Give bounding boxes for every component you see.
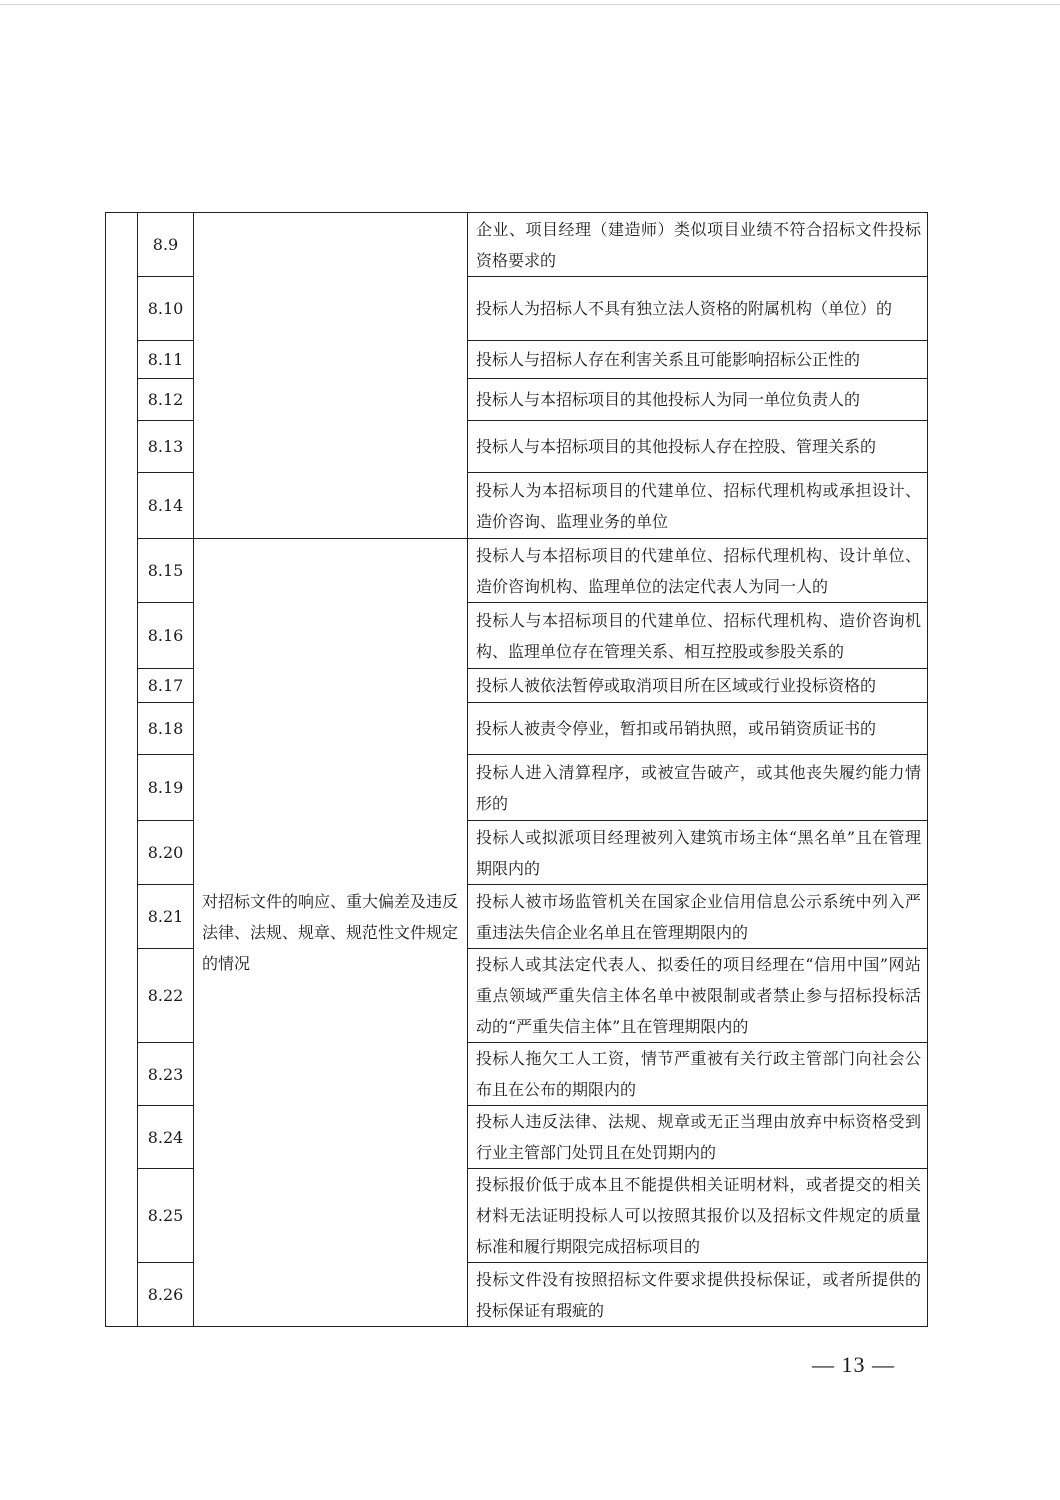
row-description: 企业、项目经理（建造师）类似项目业绩不符合招标文件投标资格要求的 bbox=[468, 213, 928, 277]
row-number: 8.9 bbox=[138, 213, 194, 277]
outer-column-cell bbox=[106, 213, 138, 1327]
row-description: 投标人与本招标项目的代建单位、招标代理机构、设计单位、造价咨询机构、监理单位的法定代表人为同一人的 bbox=[468, 539, 928, 603]
top-rule bbox=[0, 4, 1060, 5]
row-description: 投标人或其法定代表人、拟委任的项目经理在“信用中国”网站重点领域严重失信主体名单中被限制或者禁止参与招标投标活动的“严重失信主体”且在管理期限内的 bbox=[468, 949, 928, 1043]
row-number: 8.23 bbox=[138, 1043, 194, 1106]
row-number: 8.12 bbox=[138, 379, 194, 421]
table-row bbox=[106, 213, 928, 277]
row-number: 8.21 bbox=[138, 885, 194, 949]
row-number: 8.19 bbox=[138, 755, 194, 821]
row-number: 8.15 bbox=[138, 539, 194, 603]
row-description: 投标人为招标人不具有独立法人资格的附属机构（单位）的 bbox=[468, 277, 928, 341]
criteria-table bbox=[105, 212, 928, 1327]
row-number: 8.18 bbox=[138, 703, 194, 755]
row-number: 8.11 bbox=[138, 341, 194, 379]
category-cell-upper bbox=[194, 213, 468, 539]
row-number: 8.24 bbox=[138, 1106, 194, 1169]
row-number: 8.26 bbox=[138, 1263, 194, 1327]
row-description: 投标人进入清算程序，或被宣告破产，或其他丧失履约能力情形的 bbox=[468, 755, 928, 821]
row-number: 8.25 bbox=[138, 1169, 194, 1263]
row-number: 8.13 bbox=[138, 421, 194, 473]
row-number: 8.22 bbox=[138, 949, 194, 1043]
table-row bbox=[106, 539, 928, 603]
row-description: 投标人与本招标项目的其他投标人为同一单位负责人的 bbox=[468, 379, 928, 421]
row-description: 投标人被责令停业，暂扣或吊销执照，或吊销资质证书的 bbox=[468, 703, 928, 755]
row-description: 投标报价低于成本且不能提供相关证明材料，或者提交的相关材料无法证明投标人可以按照其报价以及招标文件规定的质量标准和履行期限完成招标项目的 bbox=[468, 1169, 928, 1263]
category-cell-lower: 对招标文件的响应、重大偏差及违反法律、法规、规章、规范性文件规定的情况 bbox=[194, 539, 468, 1327]
row-number: 8.17 bbox=[138, 669, 194, 703]
row-description: 投标人拖欠工人工资，情节严重被有关行政主管部门向社会公布且在公布的期限内的 bbox=[468, 1043, 928, 1106]
row-description: 投标人与招标人存在利害关系且可能影响招标公正性的 bbox=[468, 341, 928, 379]
row-number: 8.16 bbox=[138, 603, 194, 669]
row-number: 8.20 bbox=[138, 821, 194, 885]
row-description: 投标人与本招标项目的其他投标人存在控股、管理关系的 bbox=[468, 421, 928, 473]
row-description: 投标人为本招标项目的代建单位、招标代理机构或承担设计、造价咨询、监理业务的单位 bbox=[468, 473, 928, 539]
row-description: 投标人或拟派项目经理被列入建筑市场主体“黑名单”且在管理期限内的 bbox=[468, 821, 928, 885]
page-number: — 13 — bbox=[812, 1352, 895, 1377]
row-description: 投标人被依法暂停或取消项目所在区域或行业投标资格的 bbox=[468, 669, 928, 703]
row-description: 投标人被市场监管机关在国家企业信用信息公示系统中列入严重违法失信企业名单且在管理期限内的 bbox=[468, 885, 928, 949]
row-number: 8.10 bbox=[138, 277, 194, 341]
row-description: 投标人违反法律、法规、规章或无正当理由放弃中标资格受到行业主管部门处罚且在处罚期内的 bbox=[468, 1106, 928, 1169]
row-description: 投标文件没有按照招标文件要求提供投标保证，或者所提供的投标保证有瑕疵的 bbox=[468, 1263, 928, 1327]
row-description: 投标人与本招标项目的代建单位、招标代理机构、造价咨询机构、监理单位存在管理关系、相互控股或参股关系的 bbox=[468, 603, 928, 669]
row-number: 8.14 bbox=[138, 473, 194, 539]
